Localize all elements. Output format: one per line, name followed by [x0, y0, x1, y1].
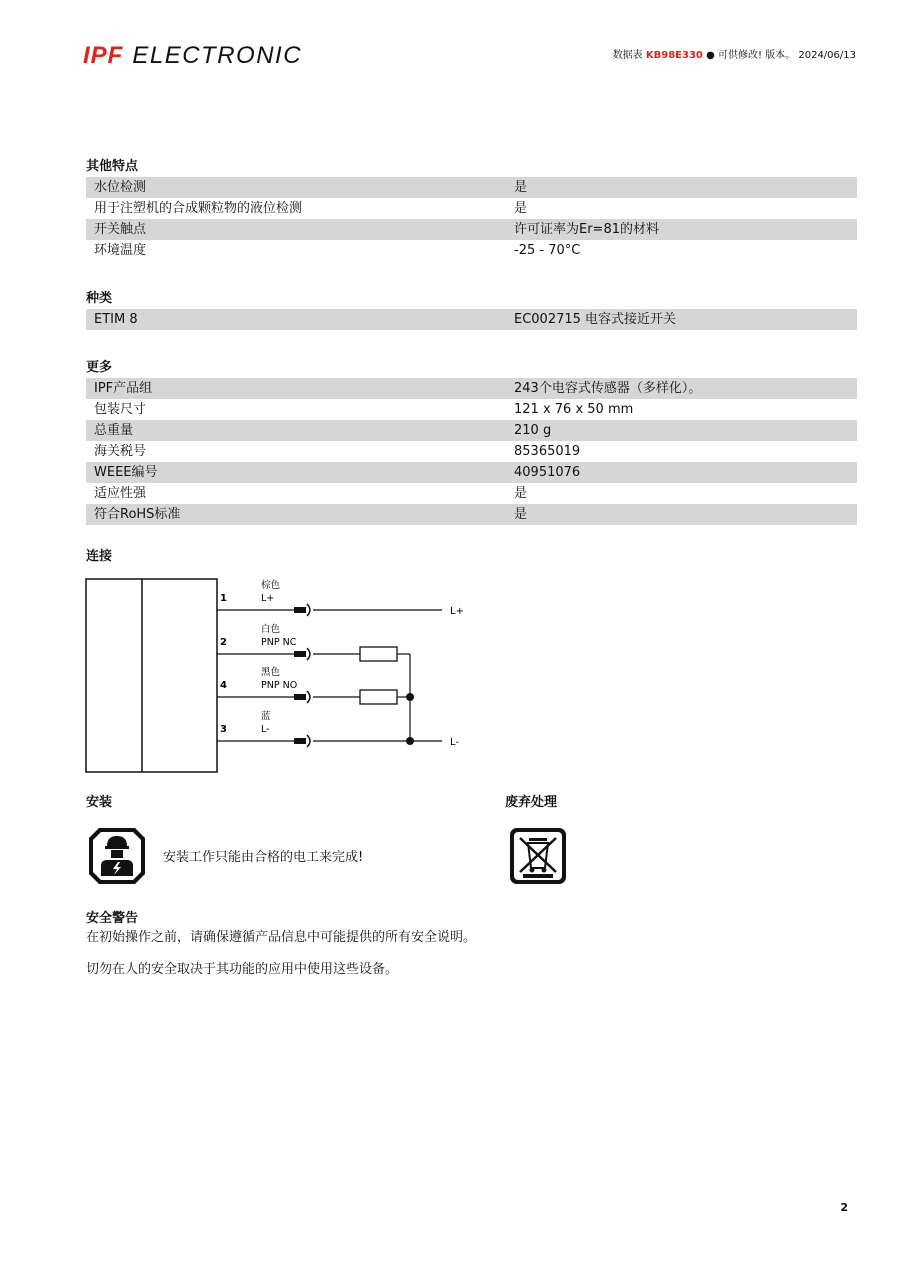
wire-color-label: 白色 [261, 624, 281, 635]
row-value: 121 x 76 x 50 mm [514, 402, 634, 417]
table-row [86, 399, 857, 420]
row-value: 210 g [514, 423, 552, 438]
row-value: -25 - 70°C [514, 243, 581, 258]
row-value: EC002715 电容式接近开关 [514, 312, 677, 327]
section-title-install: 安装 [86, 795, 113, 810]
junction-dot [406, 737, 414, 745]
pin-number: 1 [220, 593, 227, 604]
table-row [86, 177, 857, 198]
datasheet-header [613, 46, 856, 61]
sensor-body [86, 579, 217, 772]
header-suffix: 可供修改! 版本。 [717, 50, 796, 61]
table-row [86, 462, 857, 483]
wire-function-label: PNP NO [261, 680, 298, 691]
table-row [86, 198, 857, 219]
row-key: 海关税号 [94, 444, 147, 459]
junction-dot [406, 693, 414, 701]
table-row [86, 378, 857, 399]
product-code: KB98E330 [645, 50, 703, 61]
load-resistor-no [360, 690, 397, 704]
header-date: 2024/06/13 [798, 50, 856, 61]
wire-function-label: L+ [261, 593, 275, 604]
rail-label-plus: L+ [450, 606, 464, 617]
brand-logo [83, 40, 302, 72]
row-value: 243个电容式传感器（多样化）。 [514, 381, 702, 396]
brand-logo-ipf: IPF [83, 42, 124, 69]
row-value: 是 [514, 486, 528, 501]
pin-number: 4 [220, 680, 227, 691]
wire-color-label: 棕色 [261, 580, 281, 591]
rail-label-minus: L- [450, 737, 460, 748]
table-row [86, 441, 857, 462]
crossed-bin-icon [508, 826, 568, 886]
header-bullet: ● [706, 50, 715, 61]
table-row [86, 483, 857, 504]
wire-function-label: L- [261, 724, 270, 735]
wire-color-label: 蓝 [261, 711, 271, 722]
row-value: 许可证率为Er=81的材料 [514, 222, 659, 237]
header-prefix: 数据表 [612, 50, 643, 61]
row-value: 85365019 [514, 444, 581, 459]
electrician-icon [87, 826, 147, 886]
row-value: 40951076 [514, 465, 581, 480]
row-value: 是 [514, 507, 528, 522]
row-key: 开关触点 [94, 222, 147, 237]
row-key: 包装尺寸 [94, 402, 147, 417]
section-title-connection: 连接 [86, 549, 113, 564]
row-key: 符合RoHS标准 [94, 507, 181, 522]
wire-color-label: 黑色 [261, 667, 281, 678]
page-number: 2 [840, 1201, 848, 1214]
row-key: 用于注塑机的合成颗粒物的液位检测 [94, 201, 303, 216]
wire-pin-2 [217, 647, 410, 661]
load-resistor-nc [360, 647, 397, 661]
row-key: IPF产品组 [94, 381, 153, 396]
table-row [86, 420, 857, 441]
section-title-other-features: 其他特点 [86, 159, 139, 174]
section-title-disposal: 废弃处理 [505, 795, 558, 810]
row-key: 水位检测 [94, 180, 147, 195]
pin-number: 2 [220, 637, 227, 648]
brand-logo-electronic: ELECTRONIC [132, 42, 303, 69]
table-row [86, 309, 857, 330]
safety-text-1: 在初始操作之前，请确保遵循产品信息中可能提供的所有安全说明。 [86, 930, 477, 945]
safety-text-2: 切勿在人的安全取决于其功能的应用中使用这些设备。 [86, 962, 399, 977]
table-row [86, 504, 857, 525]
table-row [86, 219, 857, 240]
row-key: 环境温度 [94, 243, 147, 258]
row-key: 总重量 [94, 423, 134, 438]
category-table [86, 309, 857, 330]
section-title-more: 更多 [86, 360, 113, 375]
section-title-category: 种类 [86, 291, 113, 306]
wiring-diagram [80, 570, 480, 780]
other-features-table [86, 177, 857, 261]
section-title-safety: 安全警告 [86, 911, 139, 926]
wire-pin-4 [217, 690, 410, 704]
row-key: ETIM 8 [94, 312, 138, 327]
more-table [86, 378, 857, 525]
row-key: WEEE编号 [94, 465, 158, 480]
pin-number: 3 [220, 724, 227, 735]
row-key: 适应性强 [94, 486, 147, 501]
install-note: 安装工作只能由合格的电工来完成! [163, 850, 364, 865]
wire-pin-1 [217, 604, 442, 616]
row-value: 是 [514, 180, 528, 195]
row-value: 是 [514, 201, 528, 216]
wire-function-label: PNP NC [261, 637, 297, 648]
table-row [86, 240, 857, 261]
